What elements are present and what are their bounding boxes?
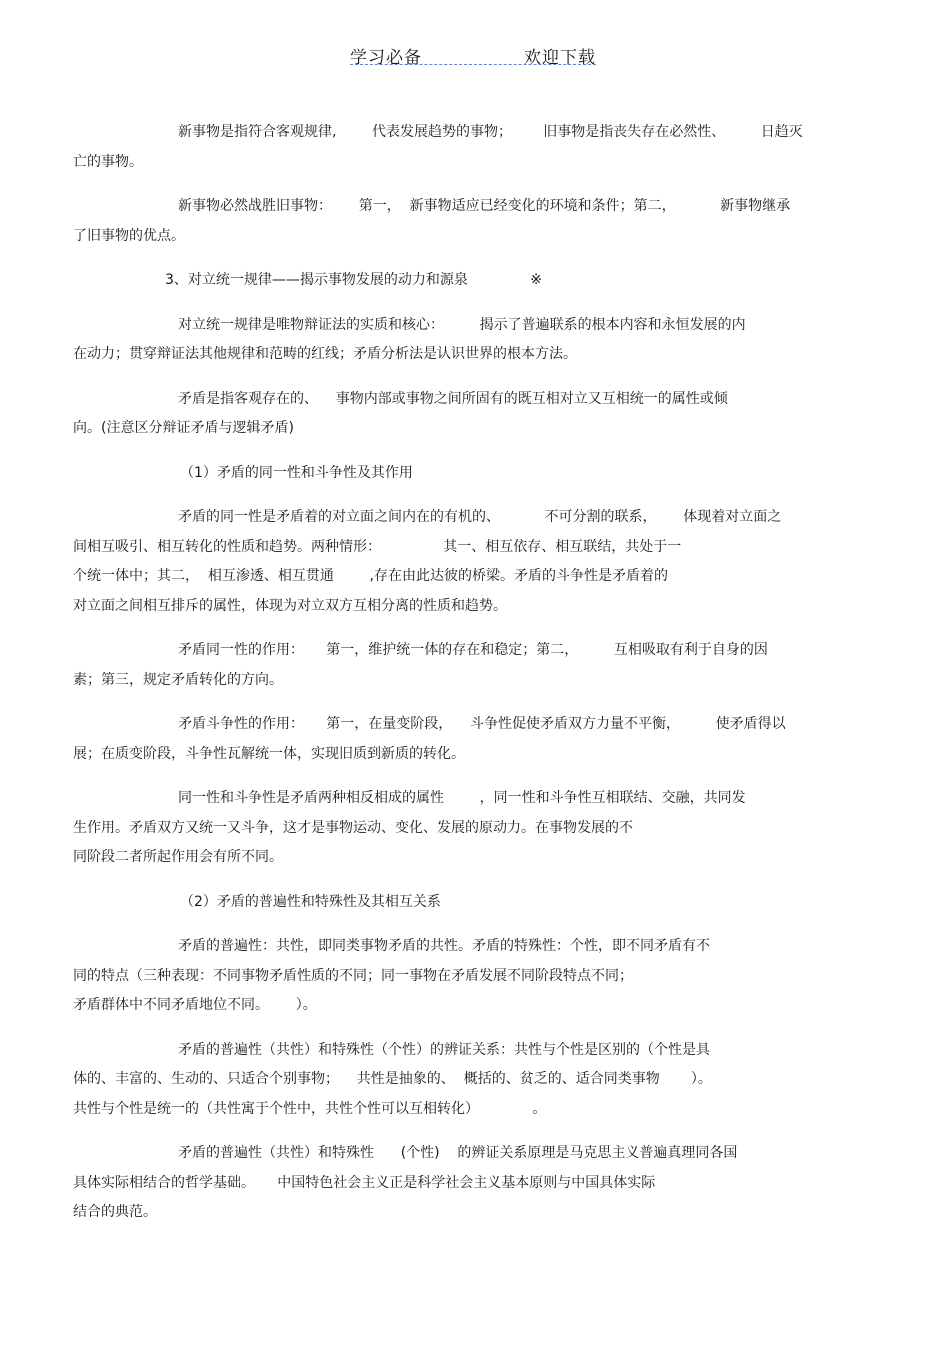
section-heading: （2）矛盾的普遍性和特殊性及其相互关系 bbox=[180, 893, 441, 910]
paragraph bbox=[73, 1036, 809, 1125]
paragraph-line: 矛盾同一性的作用： 第一，维护统一体的存在和稳定；第二， 互相吸取有利于自身的因 bbox=[178, 642, 768, 658]
paragraph-line: 矛盾的普遍性（共性）和特殊性（个性）的辨证关系：共性与个性是区别的（个性是具 bbox=[178, 1041, 710, 1058]
paragraph-line: 具体实际相结合的哲学基础。 中国特色社会主义正是科学社会主义基本原则与中国具体实际 bbox=[73, 1174, 656, 1191]
paragraph-line: 体的、丰富的、生动的、只适合个别事物； 共性是抽象的、 概括的、贫乏的、适合同类事物 ）。 bbox=[73, 1071, 712, 1087]
paragraph-line: 矛盾群体中不同矛盾地位不同。 ）。 bbox=[73, 997, 317, 1013]
paragraph-line: 生作用。矛盾双方又统一又斗争，这才是事物运动、变化、发展的原动力。在事物发展的不 bbox=[73, 819, 633, 836]
paragraph-line: 同一性和斗争性是矛盾两种相反相成的属性 ，同一性和斗争性互相联结、交融，共同发 bbox=[178, 790, 746, 806]
paragraph bbox=[73, 503, 809, 621]
paragraph-line: 向。(注意区分辩证矛盾与逻辑矛盾) bbox=[73, 420, 294, 436]
paragraph-line: 展；在质变阶段，斗争性瓦解统一体，实现旧质到新质的转化。 bbox=[73, 745, 465, 762]
header-right-text: 欢迎下载 bbox=[524, 48, 596, 68]
paragraph-line: 结合的典范。 bbox=[73, 1204, 157, 1220]
section-heading: 3、对立统一规律——揭示事物发展的动力和源泉 ※ bbox=[165, 272, 542, 288]
section-heading: （1）矛盾的同一性和斗争性及其作用 bbox=[180, 464, 413, 481]
paragraph-line: 新事物必然战胜旧事物： 第一， 新事物适应已经变化的环境和条件；第二， 新事物继承 bbox=[178, 198, 791, 214]
paragraph-line: 了旧事物的优点。 bbox=[73, 227, 185, 244]
paragraph-line: 亡的事物。 bbox=[73, 153, 143, 170]
paragraph bbox=[73, 192, 809, 251]
paragraph bbox=[73, 784, 809, 873]
paragraph-line: 间相互吸引、相互转化的性质和趋势。两种情形： 其一、相互依存、相互联结，共处于一 bbox=[73, 538, 682, 555]
paragraph-line: 矛盾的同一性是矛盾着的对立面之间内在的有机的、 不可分割的联系， 体现着对立面之 bbox=[178, 509, 782, 525]
paragraph bbox=[73, 385, 809, 444]
paragraph-line: 新事物是指符合客观规律, 代表发展趋势的事物； 旧事物是指丧失存在必然性、 日趋灭 bbox=[178, 124, 803, 140]
paragraph-line: 对立面之间相互排斥的属性，体现为对立双方互相分离的性质和趋势。 bbox=[73, 597, 507, 614]
header-left-text: 学习必备 bbox=[350, 48, 422, 68]
document-body bbox=[73, 118, 809, 1243]
paragraph bbox=[73, 1139, 809, 1228]
paragraph-line: 矛盾斗争性的作用： 第一，在量变阶段， 斗争性促使矛盾双方力量不平衡， 使矛盾得以 bbox=[178, 716, 786, 732]
paragraph-line: 共性与个性是统一的（共性寓于个性中，共性个性可以互相转化） 。 bbox=[73, 1100, 547, 1117]
paragraph-line: 对立统一规律是唯物辩证法的实质和核心： 揭示了普遍联系的根本内容和永恒发展的内 bbox=[178, 316, 746, 333]
paragraph-line: 同的特点（三种表现：不同事物矛盾性质的不同；同一事物在矛盾发展不同阶段特点不同； bbox=[73, 967, 633, 984]
paragraph-line: 矛盾的普遍性（共性）和特殊性 (个性) 的辨证关系原理是马克思主义普遍真理同各国 bbox=[178, 1145, 738, 1161]
paragraph-line: 在动力；贯穿辩证法其他规律和范畴的红线；矛盾分析法是认识世界的根本方法。 bbox=[73, 346, 577, 362]
paragraph bbox=[73, 932, 809, 1021]
paragraph-line: 矛盾的普遍性：共性，即同类事物矛盾的共性。矛盾的特殊性：个性，即不同矛盾有不 bbox=[178, 938, 710, 954]
paragraph bbox=[73, 636, 809, 695]
paragraph bbox=[73, 710, 809, 769]
header-divider bbox=[350, 64, 596, 65]
paragraph bbox=[73, 118, 809, 177]
paragraph-line: 同阶段二者所起作用会有所不同。 bbox=[73, 849, 283, 865]
paragraph-line: 矛盾是指客观存在的、 事物内部或事物之间所固有的既互相对立又互相统一的属性或倾 bbox=[178, 390, 728, 407]
paragraph bbox=[73, 311, 809, 370]
paragraph-line: 个统一体中；其二， 相互渗透、相互贯通 ,存在由此达彼的桥梁。矛盾的斗争性是矛盾着的 bbox=[73, 568, 668, 584]
paragraph-line: 素；第三，规定矛盾转化的方向。 bbox=[73, 671, 283, 688]
